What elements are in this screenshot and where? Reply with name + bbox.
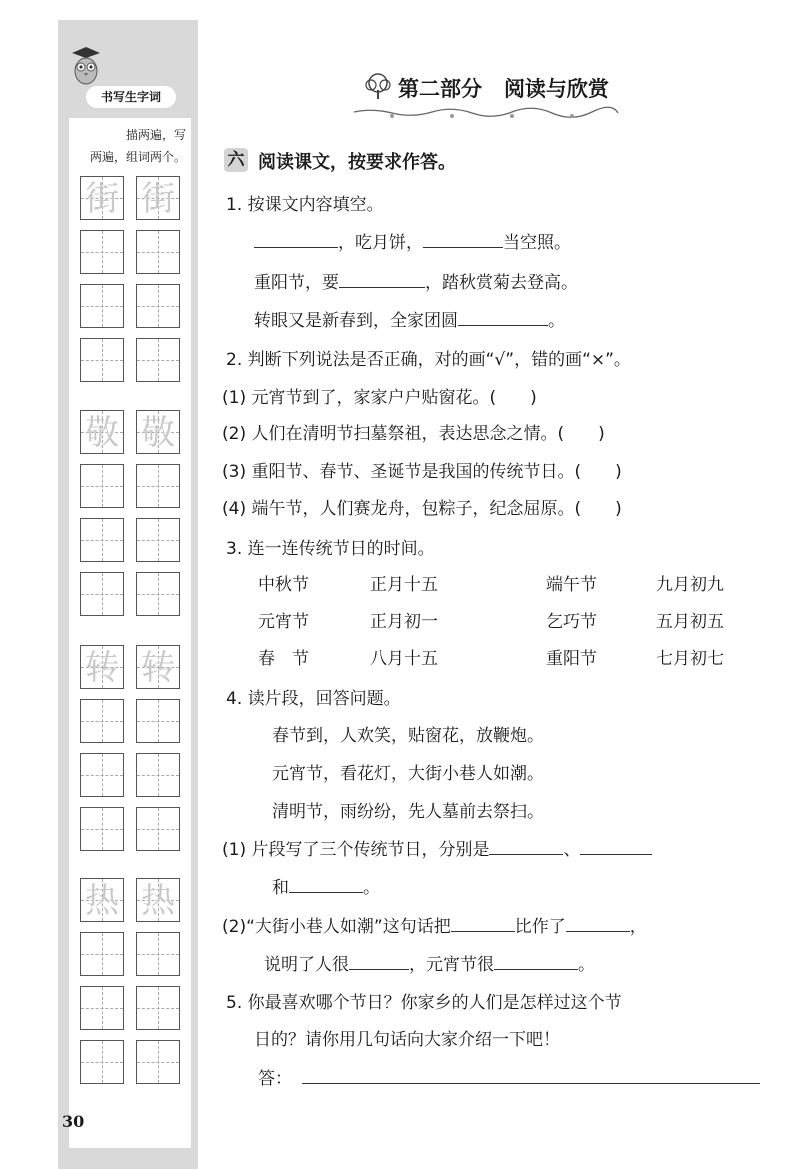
writing-cell[interactable] bbox=[136, 284, 180, 328]
q5-line2: 日的？请你用几句话向大家介绍一下吧！ bbox=[254, 1030, 560, 1050]
q4-title: 4. 读片段，回答问题。 bbox=[226, 689, 401, 709]
writing-cell[interactable] bbox=[80, 464, 124, 508]
writing-cell[interactable] bbox=[80, 518, 124, 562]
writing-cell[interactable] bbox=[136, 338, 180, 382]
section-number-badge: 六 bbox=[224, 148, 248, 172]
date-label[interactable]: 八月十五 bbox=[370, 649, 438, 669]
trace-character: 热 bbox=[141, 881, 175, 921]
festival-label[interactable]: 元宵节 bbox=[258, 612, 309, 632]
q1-blank-3[interactable] bbox=[339, 286, 425, 288]
trace-cell[interactable] bbox=[136, 176, 180, 220]
part-title: 阅读与欣赏 bbox=[503, 77, 609, 101]
writing-cell[interactable] bbox=[136, 753, 180, 797]
trace-cell[interactable] bbox=[80, 176, 124, 220]
q2-item: (4) 端午节，人们赛龙舟，包粽子，纪念屈原。( ) bbox=[222, 499, 622, 519]
writing-cell[interactable] bbox=[80, 753, 124, 797]
writing-cell[interactable] bbox=[136, 572, 180, 616]
writing-cell[interactable] bbox=[80, 338, 124, 382]
trace-cell[interactable] bbox=[136, 645, 180, 689]
answer-line[interactable] bbox=[302, 1082, 760, 1084]
writing-cell[interactable] bbox=[136, 230, 180, 274]
q2-item: (2) 人们在清明节扫墓祭祖，表达思念之情。( ) bbox=[222, 424, 605, 444]
writing-cell[interactable] bbox=[80, 807, 124, 851]
q2-title: 2. 判断下列说法是否正确，对的画“√”，错的画“×”。 bbox=[226, 350, 631, 370]
festival-label[interactable]: 重阳节 bbox=[546, 649, 597, 669]
q3-title: 3. 连一连传统节日的时间。 bbox=[226, 539, 435, 559]
trace-character: 街 bbox=[141, 179, 175, 219]
q4-sub2: (2)“大街小巷人如潮”这句话把 比作了 ， bbox=[222, 917, 647, 937]
q4-sub1: (1) 片段写了三个传统节日，分别是 、 bbox=[222, 835, 652, 860]
q4-sub1-cont: 和 。 bbox=[272, 878, 380, 898]
writing-cell[interactable] bbox=[136, 932, 180, 976]
trace-character: 街 bbox=[85, 179, 119, 219]
passage-line: 春节到，人欢笑，贴窗花，放鞭炮。 bbox=[272, 726, 544, 746]
passage-line: 元宵节，看花灯，大街小巷人如潮。 bbox=[272, 764, 544, 784]
page-title bbox=[398, 73, 609, 103]
trace-cell[interactable] bbox=[80, 878, 124, 922]
festival-label[interactable]: 春 节 bbox=[258, 649, 309, 669]
writing-cell[interactable] bbox=[136, 518, 180, 562]
tree-icon bbox=[360, 72, 396, 100]
q1-line2: 重阳节，要 ，踏秋赏菊去登高。 bbox=[254, 273, 578, 293]
trace-character: 转 bbox=[141, 648, 175, 688]
writing-cell[interactable] bbox=[136, 1040, 180, 1084]
q1-line1: ，吃月饼， 当空照。 bbox=[254, 228, 571, 253]
passage-line: 清明节，雨纷纷，先人墓前去祭扫。 bbox=[272, 802, 544, 822]
q5-line1: 5. 你最喜欢哪个节日？你家乡的人们是怎样过这个节 bbox=[226, 993, 622, 1013]
date-label[interactable]: 正月初一 bbox=[370, 612, 438, 632]
page-number: 30 bbox=[62, 1112, 85, 1131]
q1-blank-1[interactable] bbox=[254, 246, 338, 248]
writing-cell[interactable] bbox=[80, 572, 124, 616]
trace-character: 转 bbox=[85, 648, 119, 688]
festival-label[interactable]: 乞巧节 bbox=[546, 612, 597, 632]
section-tag: 书写生字词 bbox=[86, 86, 176, 108]
q4-blank-6[interactable] bbox=[349, 968, 409, 970]
owl-mascot-icon bbox=[68, 44, 104, 88]
answer-label: 答： bbox=[258, 1069, 292, 1089]
q4-sub2-cont: 说明了人很 ，元宵节很 。 bbox=[264, 955, 595, 975]
date-label[interactable]: 九月初九 bbox=[656, 575, 724, 595]
trace-character: 敬 bbox=[141, 413, 175, 453]
q2-item: (1) 元宵节到了，家家户户贴窗花。( ) bbox=[222, 388, 537, 408]
instruction-line-1: 描两遍，写 bbox=[125, 128, 186, 142]
q1-blank-2[interactable] bbox=[423, 246, 503, 248]
writing-cell[interactable] bbox=[136, 699, 180, 743]
date-label[interactable]: 五月初五 bbox=[656, 612, 724, 632]
q4-blank-1[interactable] bbox=[489, 853, 563, 855]
writing-cell[interactable] bbox=[136, 986, 180, 1030]
festival-label[interactable]: 端午节 bbox=[546, 575, 597, 595]
q4-blank-2[interactable] bbox=[580, 853, 652, 855]
instruction-line-2: 两遍，组词两个。 bbox=[89, 150, 186, 164]
writing-cell[interactable] bbox=[80, 986, 124, 1030]
q1-blank-4[interactable] bbox=[458, 324, 548, 326]
writing-cell[interactable] bbox=[80, 1040, 124, 1084]
date-label[interactable]: 七月初七 bbox=[656, 649, 724, 669]
writing-cell[interactable] bbox=[136, 807, 180, 851]
trace-cell[interactable] bbox=[136, 410, 180, 454]
q4-blank-7[interactable] bbox=[494, 968, 578, 970]
trace-cell[interactable] bbox=[136, 878, 180, 922]
section-title: 阅读课文，按要求作答。 bbox=[258, 152, 456, 173]
writing-cell[interactable] bbox=[80, 932, 124, 976]
writing-cell[interactable] bbox=[80, 284, 124, 328]
trace-character: 热 bbox=[85, 881, 119, 921]
part-label: 第二部分 bbox=[398, 77, 482, 101]
q4-blank-3[interactable] bbox=[289, 891, 363, 893]
q1-line3: 转眼又是新春到，全家团圆 。 bbox=[254, 311, 565, 331]
writing-cell[interactable] bbox=[136, 464, 180, 508]
q2-item: (3) 重阳节、春节、圣诞节是我国的传统节日。( ) bbox=[222, 462, 622, 482]
title-underline-decoration bbox=[352, 106, 620, 120]
trace-character: 敬 bbox=[85, 413, 119, 453]
q4-blank-5[interactable] bbox=[566, 930, 630, 932]
trace-cell[interactable] bbox=[80, 645, 124, 689]
trace-cell[interactable] bbox=[80, 410, 124, 454]
writing-cell[interactable] bbox=[80, 230, 124, 274]
writing-cell[interactable] bbox=[80, 699, 124, 743]
date-label[interactable]: 正月十五 bbox=[370, 575, 438, 595]
q1-title: 1. 按课文内容填空。 bbox=[226, 195, 384, 215]
q4-blank-4[interactable] bbox=[451, 930, 515, 932]
festival-label[interactable]: 中秋节 bbox=[258, 575, 309, 595]
